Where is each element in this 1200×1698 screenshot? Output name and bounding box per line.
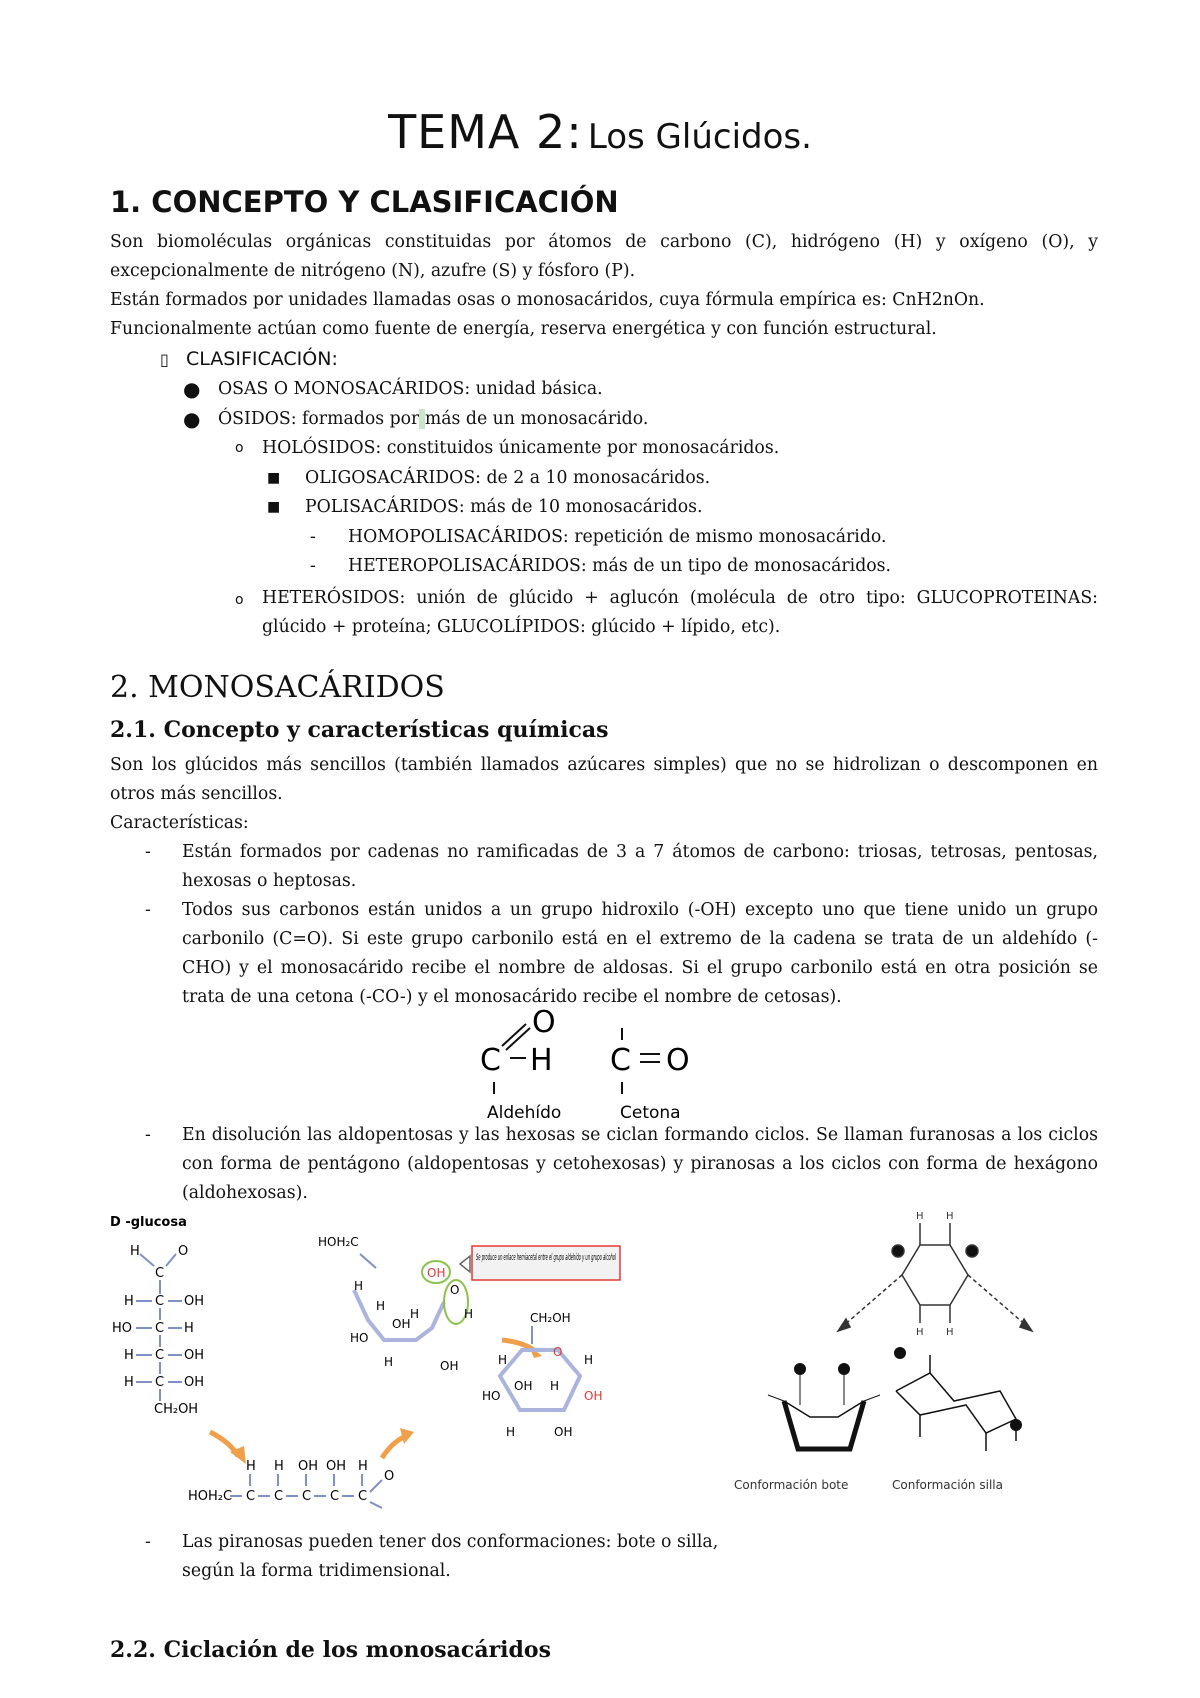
- dash-bullet: -: [310, 527, 316, 547]
- bullet-dot-icon: ●: [183, 377, 201, 401]
- bullet-square-icon: ■: [267, 499, 281, 515]
- atom-c: C: [155, 1348, 165, 1363]
- aldehido-label: Aldehído: [487, 1103, 562, 1123]
- item-oligo: OLIGOSACÁRIDOS: de 2 a 10 monosacáridos.: [305, 468, 711, 488]
- atom-h: H: [384, 1355, 394, 1369]
- atom-c: C: [155, 1321, 165, 1336]
- atom-h: H: [274, 1459, 284, 1474]
- item-holosidos: HOLÓSIDOS: constituidos únicamente por monosacáridos.: [262, 438, 780, 458]
- atom-hoh2c: HOH₂C: [318, 1235, 359, 1249]
- subsection-2-1-heading: 2.1. Concepto y características químicas: [110, 717, 609, 743]
- atom-h: H: [946, 1211, 954, 1222]
- cetona-oxygen: O: [666, 1043, 690, 1078]
- bullet-o-icon: o: [235, 440, 244, 456]
- glucosa-ciclacion-figure: [110, 1210, 700, 1510]
- atom-c: C: [155, 1294, 165, 1309]
- hemiacetal-note: [472, 1246, 620, 1280]
- atom-oh-red: OH: [584, 1389, 603, 1403]
- item-poli: POLISACÁRIDOS: más de 10 monosacáridos.: [305, 497, 703, 517]
- atom-h: H: [584, 1353, 594, 1367]
- atom-c: C: [274, 1489, 284, 1504]
- item-osas: OSAS O MONOSACÁRIDOS: unidad básica.: [218, 379, 603, 399]
- bote-label: Conformación bote: [734, 1478, 849, 1492]
- atom-ch2oh: CH₂OH: [154, 1402, 199, 1417]
- caracteristica-2: Todos sus carbonos están unidos a un grupo hidroxilo (-OH) excepto uno que tiene unido un grupo carbonilo (C=O). Si este grupo carbonilo está en el extremo de la cadena se trata de un aldehído (-CHO) y el monosacárido recibe el nombre de aldosas. Si el grupo carbonilo está en otra posición se trata de una cetona (-CO-) y el monosacárido recibe el nombre de cetosas).: [182, 900, 1098, 1007]
- hexagon-h-labels: [916, 1211, 954, 1338]
- page-title: [0, 105, 1200, 159]
- caracteristica-3: En disolución las aldopentosas y las hexosas se ciclan formando ciclos. Se llaman furanosas a los ciclos con forma de pentágono (aldopentosas y cetohexosas) y piranosas a los ciclos con forma de hexágono (aldohexosas).: [182, 1125, 1098, 1203]
- bullet-o-icon: o: [235, 592, 244, 608]
- atom-h: H: [506, 1425, 516, 1439]
- atom-h: H: [184, 1321, 194, 1336]
- s1-paragraph-1: Son biomoléculas orgánicas constituidas por átomos de carbono (C), hidrógeno (H) y oxígeno (O), y excepcionalmente de nitrógeno (N), azufre (S) y fósforo (P).: [110, 232, 1098, 281]
- atom-oh: OH: [184, 1294, 205, 1309]
- atom-h: H: [464, 1307, 474, 1321]
- section-1-heading: 1. CONCEPTO Y CLASIFICACIÓN: [110, 185, 619, 219]
- d-glucosa-label: D -glucosa: [110, 1215, 187, 1230]
- atom-ch2oh: CH₂OH: [530, 1311, 571, 1325]
- reaction-arrows: [210, 1256, 542, 1464]
- atom-oh: OH: [514, 1379, 533, 1393]
- chair-conformation: [894, 1347, 1022, 1451]
- item-heterosidos: HETERÓSIDOS: unión de glúcido + aglucón (molécula de otro tipo: GLUCOPROTEINAS: glúcido + proteína; GLUCOLÍPIDOS: glúcido + lípido, etc).: [262, 588, 1098, 637]
- glucopyranose-ring: [482, 1311, 602, 1439]
- atom-h: H: [124, 1294, 134, 1309]
- cetona-carbon: C: [610, 1043, 631, 1078]
- atom-oh: OH: [440, 1359, 459, 1373]
- atom-c: C: [155, 1266, 165, 1281]
- clasificacion-label: CLASIFICACIÓN:: [186, 348, 338, 370]
- note-text: Se produce un enlace hemiacetal entre el grupo aldehído y un grupo alcohol: [476, 1253, 617, 1263]
- cetona-label: Cetona: [620, 1103, 681, 1123]
- atom-c: C: [330, 1489, 340, 1504]
- atom-oh-red: OH: [427, 1266, 446, 1280]
- atom-c: C: [246, 1489, 256, 1504]
- hexagon-arrows: [838, 1223, 1032, 1331]
- glucose-linear-chain: [188, 1459, 394, 1508]
- atom-h: H: [124, 1348, 134, 1363]
- atom-h: H: [358, 1459, 368, 1474]
- atom-oh: OH: [184, 1375, 205, 1390]
- aldehido-hydrogen: H: [530, 1043, 553, 1078]
- atom-o-red: O: [553, 1345, 563, 1359]
- item-osidos-a: ÓSIDOS: formados por: [218, 409, 420, 429]
- atom-o: O: [178, 1244, 189, 1259]
- atom-h: H: [916, 1327, 924, 1338]
- atom-oh: OH: [392, 1317, 411, 1331]
- atom-h: H: [410, 1307, 420, 1321]
- atom-h: H: [550, 1379, 560, 1393]
- item-osidos: [218, 409, 648, 429]
- atom-h: H: [376, 1299, 386, 1313]
- atom-hoh2c: HOH₂C: [188, 1489, 233, 1504]
- atom-h: H: [946, 1327, 954, 1338]
- caracteristica-1: Están formados por cadenas no ramificadas de 3 a 7 átomos de carbono: triosas, tetrosas, pentosas, hexosas o heptosas.: [182, 842, 1098, 891]
- title-sub: Los Glúcidos.: [587, 117, 812, 157]
- conformaciones-figure: [734, 1205, 1120, 1525]
- atom-h: H: [246, 1459, 256, 1474]
- atom-oh: OH: [184, 1348, 205, 1363]
- dash-bullet: -: [145, 1532, 151, 1552]
- bullet-square-icon: ■: [267, 470, 281, 486]
- atom-ho: HO: [482, 1389, 501, 1403]
- atom-c: C: [155, 1375, 165, 1390]
- dash-bullet: -: [145, 900, 151, 920]
- s1-paragraph-2: Están formados por unidades llamadas osas o monosacáridos, cuya fórmula empírica es: CnH2nOn.: [110, 290, 985, 310]
- glucose-curved-intermediate: [318, 1235, 473, 1373]
- cetona-structure: [610, 1028, 690, 1123]
- atom-oh: OH: [554, 1425, 573, 1439]
- aldehido-carbon: C: [480, 1043, 501, 1078]
- atom-ho: HO: [112, 1321, 133, 1336]
- caracteristica-4: Las piranosas pueden tener dos conformaciones: bote o silla, según la forma tridimensional.: [182, 1532, 719, 1581]
- s1-paragraph-3: Funcionalmente actúan como fuente de energía, reserva energética y con función estructural.: [110, 319, 937, 339]
- atom-h: H: [124, 1375, 134, 1390]
- atom-c: C: [358, 1489, 368, 1504]
- item-homo: HOMOPOLISACÁRIDOS: repetición de mismo monosacárido.: [348, 527, 887, 547]
- atom-h: H: [354, 1279, 364, 1293]
- aldehido-structure: [480, 1005, 561, 1123]
- item-hetero: HETEROPOLISACÁRIDOS: más de un tipo de monosacáridos.: [348, 556, 892, 576]
- atom-oh: OH: [326, 1459, 347, 1474]
- atom-c: C: [302, 1489, 312, 1504]
- s2-paragraph-1: Son los glúcidos más sencillos (también llamados azúcares simples) que no se hidrolizan o descomponen en otros más sencillos.: [110, 755, 1098, 804]
- dash-bullet: -: [310, 556, 316, 576]
- atom-o: O: [450, 1283, 460, 1297]
- boat-conformation: [768, 1363, 880, 1449]
- caracteristicas-label: Características:: [110, 813, 249, 833]
- bullet-dot-icon: ●: [183, 407, 201, 431]
- atom-h: H: [130, 1244, 140, 1259]
- subsection-2-2-heading: 2.2. Ciclación de los monosacáridos: [110, 1637, 551, 1663]
- dash-bullet: -: [145, 842, 151, 862]
- atom-ho: HO: [350, 1331, 369, 1345]
- atom-oh: OH: [298, 1459, 319, 1474]
- aldehido-oxygen: O: [532, 1005, 556, 1040]
- dash-bullet: -: [145, 1125, 151, 1145]
- atom-h: H: [916, 1211, 924, 1222]
- item-osidos-b: más de un monosacárido.: [424, 409, 649, 429]
- box-bullet-icon: ▯: [160, 350, 169, 369]
- silla-label: Conformación silla: [892, 1478, 1003, 1492]
- atom-o: O: [384, 1469, 395, 1484]
- atom-h: H: [498, 1353, 508, 1367]
- d-glucosa-chain: [110, 1215, 204, 1417]
- title-main: TEMA 2:: [388, 105, 583, 159]
- section-2-heading: 2. MONOSACÁRIDOS: [110, 670, 445, 705]
